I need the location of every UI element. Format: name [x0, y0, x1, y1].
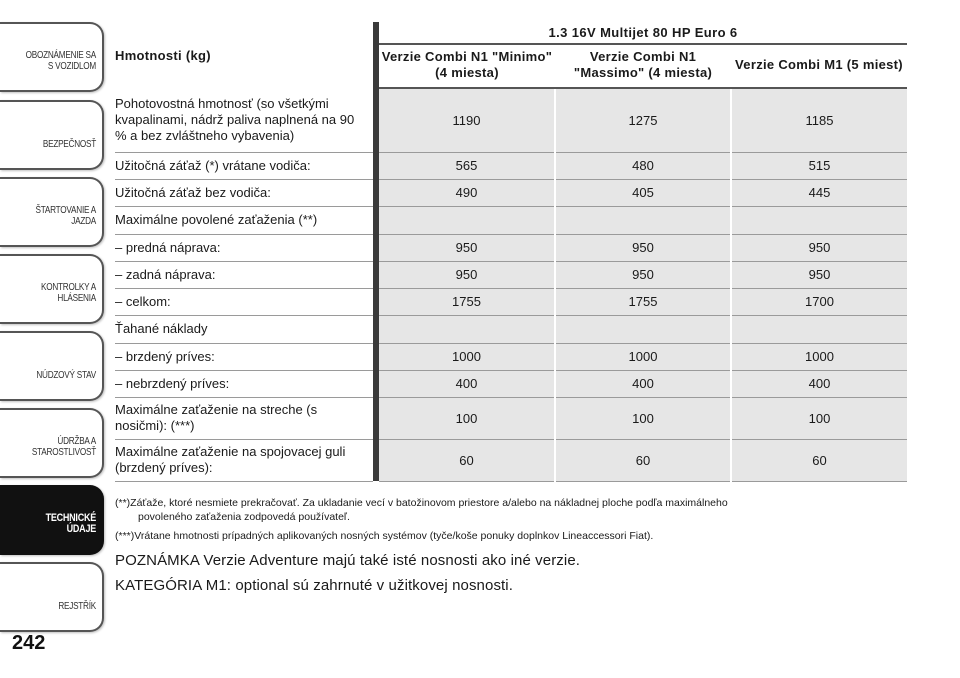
table-row: [115, 288, 907, 315]
page-number: 242: [12, 632, 46, 654]
cell-value: 1275: [555, 88, 731, 152]
cell-value: [731, 315, 907, 343]
footnote-double-asterisk: [115, 496, 905, 524]
row-label: Maximálne povolené zaťaženia (**): [115, 206, 373, 234]
cell-value: 405: [555, 179, 731, 206]
cell-value: [379, 315, 555, 343]
table-row: [115, 88, 907, 152]
cell-value: 950: [731, 261, 907, 288]
cell-value: 100: [555, 397, 731, 439]
tab-oboznamenie[interactable]: [0, 22, 104, 92]
cell-value: 1185: [731, 88, 907, 152]
tab-label: NÚDZOVÝ STAV: [36, 370, 96, 381]
cell-value: 480: [555, 152, 731, 179]
cell-value: 1755: [555, 288, 731, 315]
tab-label: KONTROLKY A HLÁSENIA: [40, 282, 96, 304]
cell-value: 950: [555, 261, 731, 288]
tab-technicke-udaje[interactable]: [0, 485, 104, 555]
column-header: Verzie Combi N1 "Massimo" (4 miesta): [555, 44, 731, 88]
row-label: – celkom:: [115, 288, 373, 315]
cell-value: 60: [731, 439, 907, 481]
table-row: [115, 152, 907, 179]
tab-nudzovy-stav[interactable]: [0, 331, 104, 401]
cell-value: 1700: [731, 288, 907, 315]
tab-rejstrik[interactable]: [0, 562, 104, 632]
row-label: Užitočná záťaž bez vodiča:: [115, 179, 373, 206]
row-label: Maximálne zaťaženie na streche (s nosičmi): (***): [115, 397, 373, 439]
footnote-text: Záťaže, ktoré nesmiete prekračovať. Za ukladanie vecí v batožinovom priestore a/alebo na nákladnej ploche podľa maximálneho: [130, 497, 728, 509]
cell-value: [555, 315, 731, 343]
table-row: [115, 315, 907, 343]
note-category-m1: KATEGÓRIA M1: optional sú zahrnuté v užitkovej nosnosti.: [115, 577, 514, 594]
cell-value: 60: [555, 439, 731, 481]
tab-kontrolky[interactable]: [0, 254, 104, 324]
row-label: Ťahané náklady: [115, 315, 373, 343]
tab-label: BEZPEČNOSŤ: [42, 139, 96, 150]
tab-label: REJSTŘÍK: [58, 601, 96, 612]
cell-value: 515: [731, 152, 907, 179]
tab-label: ÚDRŽBA A STAROSTLIVOSŤ: [31, 436, 96, 458]
cell-value: 445: [731, 179, 907, 206]
footnote-text-continued: povoleného zaťaženia zodpovedá používateľ.: [138, 511, 350, 523]
cell-value: 400: [555, 370, 731, 397]
table-row: [115, 439, 907, 481]
row-label: Pohotovostná hmotnosť (so všetkými kvapalinami, nádrž paliva naplnená na 90 % a bez zvláštneho vybavenia): [115, 88, 373, 152]
note-adventure: POZNÁMKA Verzie Adventure majú také isté nosnosti ako iné verzie.: [115, 552, 581, 569]
table-row: [115, 370, 907, 397]
cell-value: [731, 206, 907, 234]
tab-startovanie[interactable]: [0, 177, 104, 247]
row-label: Užitočná záťaž (*) vrátane vodiča:: [115, 152, 373, 179]
row-label: – nebrzdený príves:: [115, 370, 373, 397]
cell-value: 1755: [379, 288, 555, 315]
cell-value: 1190: [379, 88, 555, 152]
cell-value: 565: [379, 152, 555, 179]
table-row: [115, 397, 907, 439]
cell-value: 1000: [379, 343, 555, 370]
row-label: – predná náprava:: [115, 234, 373, 261]
tab-udrzba[interactable]: [0, 408, 104, 478]
row-label: – zadná náprava:: [115, 261, 373, 288]
tab-label: OBOZNÁMENIE SA S VOZIDLOM: [25, 50, 97, 72]
cell-value: 100: [731, 397, 907, 439]
cell-value: 950: [379, 234, 555, 261]
weights-table-section: [115, 22, 905, 482]
cell-value: 400: [379, 370, 555, 397]
footnote-mark: (**): [115, 497, 131, 509]
tab-bezpecnost[interactable]: [0, 100, 104, 170]
cell-value: [555, 206, 731, 234]
engine-group-header: 1.3 16V Multijet 80 HP Euro 6: [379, 22, 907, 44]
column-header: Verzie Combi M1 (5 miest): [731, 44, 907, 88]
notes-section: [115, 496, 905, 596]
cell-value: 60: [379, 439, 555, 481]
cell-value: 400: [731, 370, 907, 397]
cell-value: 490: [379, 179, 555, 206]
tab-label: ŠTARTOVANIE A JAZDA: [35, 205, 96, 227]
column-header: Verzie Combi N1 "Minimo" (4 miesta): [379, 44, 555, 88]
cell-value: 1000: [731, 343, 907, 370]
cell-value: 950: [555, 234, 731, 261]
row-header-label: Hmotnosti (kg): [115, 47, 211, 63]
cell-value: 950: [731, 234, 907, 261]
footnote-triple-asterisk: (***)Vrátane hmotnosti prípadných aplikovaných nosných systémov (tyče/koše ponuky doplnkov Lineaccessori Fiat).: [115, 530, 654, 542]
cell-value: 1000: [555, 343, 731, 370]
table-row: [115, 343, 907, 370]
table-body: [115, 88, 907, 481]
cell-value: [379, 206, 555, 234]
table-row: [115, 234, 907, 261]
tab-label: TECHNICKÉ ÚDAJE: [45, 512, 96, 535]
cell-value: 100: [379, 397, 555, 439]
table-row: [115, 206, 907, 234]
row-label: – brzdený príves:: [115, 343, 373, 370]
weights-table: [115, 22, 907, 482]
table-row: [115, 179, 907, 206]
cell-value: 950: [379, 261, 555, 288]
table-row: [115, 261, 907, 288]
row-label: Maximálne zaťaženie na spojovacej guli (brzdený príves):: [115, 439, 373, 481]
